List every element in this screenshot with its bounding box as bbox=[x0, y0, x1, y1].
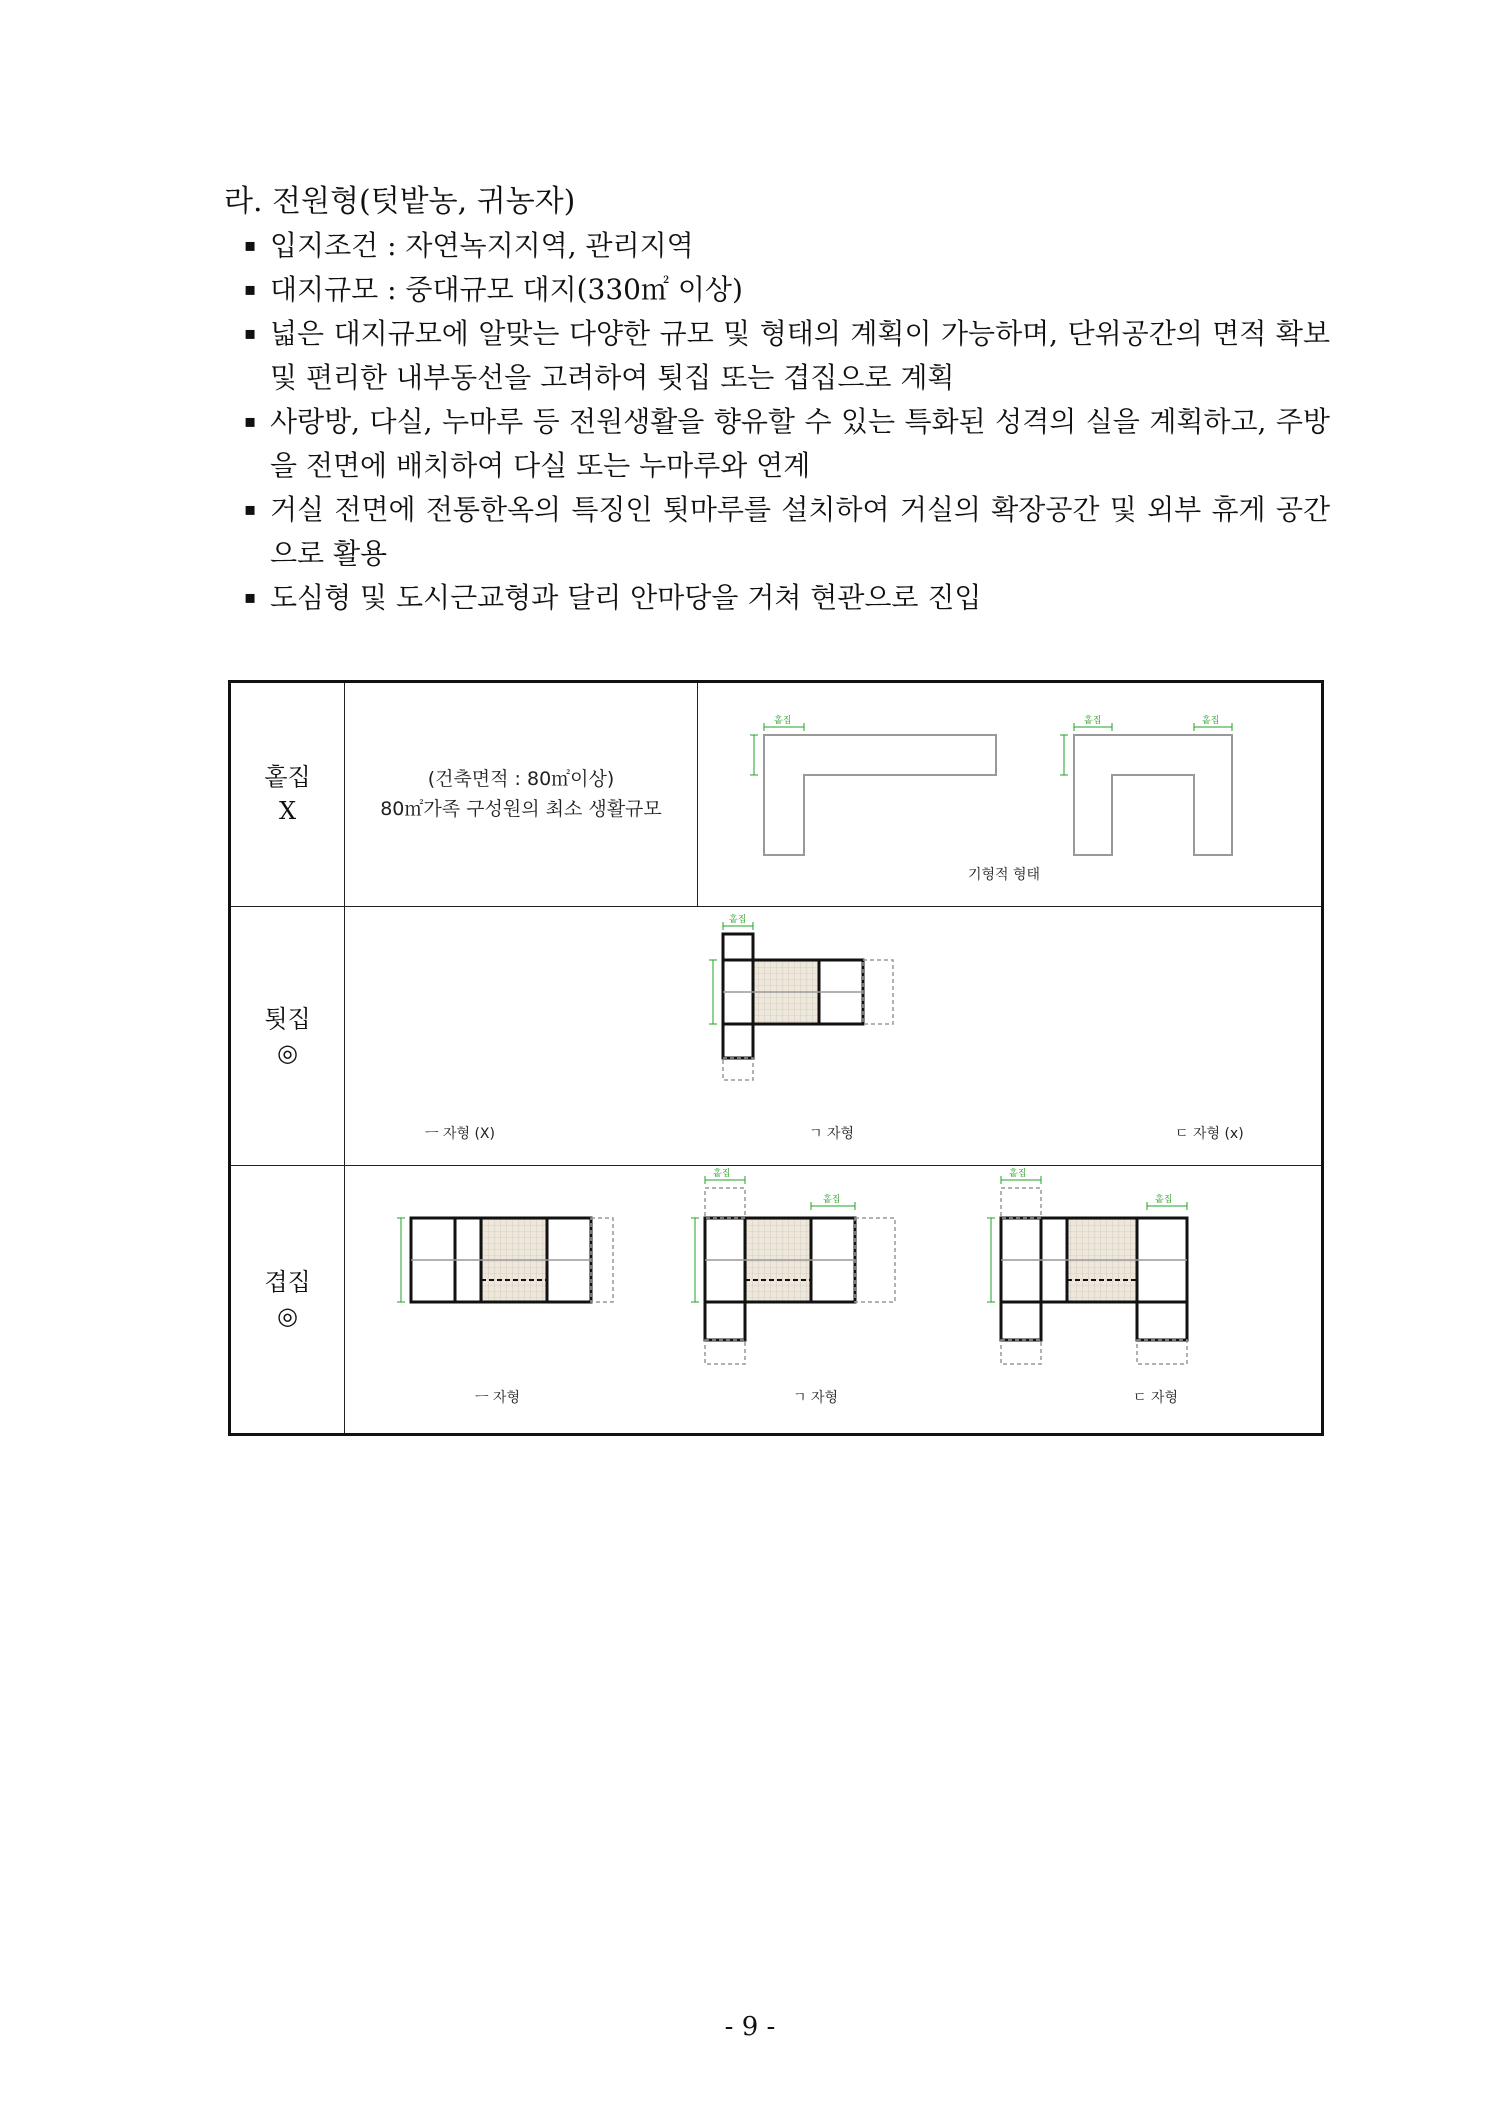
type-label: 툇집 bbox=[264, 1004, 311, 1033]
suitability-mark: ◎ bbox=[277, 1038, 298, 1067]
table-row bbox=[230, 1165, 1323, 1434]
type-label: 홑집 bbox=[264, 763, 311, 792]
single-house-diagram bbox=[698, 683, 1320, 905]
list-item: ▪ 거실 전면에 전통한옥의 특징인 툇마루를 설치하여 거실의 확장공간 및 외부 휴게 공간으로 활용 bbox=[240, 488, 1330, 576]
table-row bbox=[230, 682, 1323, 907]
bullet-icon: ▪ bbox=[244, 499, 257, 520]
diagram-caption: ㄱ 자형 bbox=[809, 1125, 855, 1142]
dim-label: 홑집 bbox=[1155, 1195, 1173, 1206]
l-shape-plan bbox=[764, 735, 996, 855]
list-item: ▪ 사랑방, 다실, 누마루 등 전원생활을 향유할 수 있는 특화된 성격의 실을 계획하고, 주방을 전면에 배치하여 다실 또는 누마루와 연계 bbox=[240, 400, 1330, 488]
dim-label: 홑집 bbox=[823, 1195, 841, 1206]
double-plan-3 bbox=[987, 1167, 1187, 1364]
bullet-icon: ▪ bbox=[244, 411, 257, 432]
type-cell bbox=[230, 906, 345, 1165]
description-cell bbox=[345, 682, 698, 907]
list-item: ▪ 입지조건 : 자연녹지지역, 관리지역 bbox=[240, 224, 1330, 268]
dim-label: 홑집 bbox=[729, 914, 747, 925]
diagram-caption: 기형적 형태 bbox=[968, 867, 1041, 884]
list-item: ▪ 도심형 및 도시근교형과 달리 안마당을 거쳐 현관으로 진입 bbox=[240, 576, 1330, 620]
section-title: 라. 전원형(텃밭농, 귀농자) bbox=[224, 184, 576, 219]
toet-house-diagram bbox=[345, 908, 1321, 1164]
table-row bbox=[230, 906, 1323, 1165]
toet-plan bbox=[709, 913, 893, 1080]
scale-note: 80㎡가족 구성원의 최소 생활규모 bbox=[380, 798, 662, 821]
dim-label: 홑집 bbox=[1202, 716, 1220, 727]
bullet-icon: ▪ bbox=[244, 587, 257, 608]
double-plan-2 bbox=[691, 1167, 895, 1364]
dim-label: 홑집 bbox=[774, 716, 792, 727]
dim-label: 홑집 bbox=[1009, 1169, 1027, 1180]
diagram-cell bbox=[698, 682, 1323, 907]
suitability-mark: ◎ bbox=[277, 1302, 298, 1331]
page-number: - 9 - bbox=[724, 2012, 776, 2042]
diagram-caption: ㄷ 자형 bbox=[1133, 1390, 1179, 1407]
diagram-caption: ㄱ 자형 bbox=[793, 1390, 839, 1407]
bullet-icon: ▪ bbox=[244, 323, 257, 344]
diagram-caption: ㅡ 자형 bbox=[475, 1390, 521, 1407]
u-shape-plan bbox=[1074, 735, 1232, 855]
double-house-diagram bbox=[345, 1166, 1321, 1432]
diagram-cell bbox=[345, 1165, 1323, 1434]
type-label: 겹집 bbox=[264, 1268, 311, 1297]
bullet-list bbox=[240, 224, 1330, 620]
list-item: ▪ 대지규모 : 중대규모 대지(330㎡ 이상) bbox=[240, 268, 1330, 312]
type-cell bbox=[230, 1165, 345, 1434]
dim-label: 홑집 bbox=[1084, 716, 1102, 727]
suitability-mark: X bbox=[278, 797, 297, 826]
bullet-icon: ▪ bbox=[244, 235, 257, 256]
area-note: (건축면적 : 80㎡이상) bbox=[427, 768, 615, 791]
diagram-caption: ㅡ 자형 (X) bbox=[425, 1125, 495, 1142]
type-cell bbox=[230, 682, 345, 907]
dim-label: 홑집 bbox=[713, 1169, 731, 1180]
diagram-cell bbox=[345, 906, 1323, 1165]
list-item: ▪ 넓은 대지규모에 알맞는 다양한 규모 및 형태의 계획이 가능하며, 단위공간의 면적 확보 및 편리한 내부동선을 고려하여 툇집 또는 겹집으로 계획 bbox=[240, 312, 1330, 400]
double-plan-1 bbox=[397, 1218, 613, 1302]
diagram-caption: ㄷ 자형 (x) bbox=[1175, 1125, 1244, 1142]
bullet-icon: ▪ bbox=[244, 279, 257, 300]
dimension-lines bbox=[750, 723, 1232, 775]
house-type-table bbox=[228, 680, 1324, 1436]
